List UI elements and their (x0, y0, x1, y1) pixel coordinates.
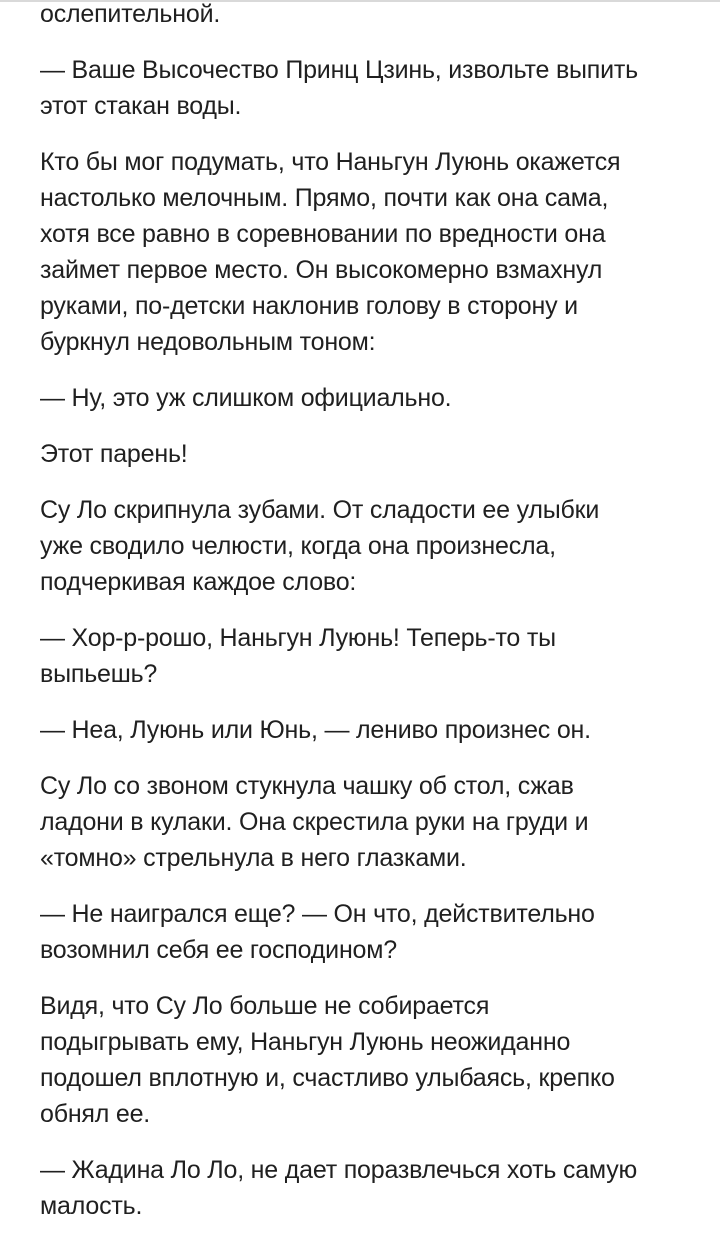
paragraph: — Ну, это уж слишком официально. (40, 384, 452, 412)
paragraph: ослепительной. (40, 0, 221, 28)
paragraph: Этот парень! (40, 440, 188, 468)
paragraph: — Хор-р-рошо, Наньгун Луюнь! Теперь-то ты выпьешь? (40, 624, 556, 688)
reader-text-area[interactable] (40, 0, 690, 1244)
paragraph: Су Ло скрипнула зубами. От сладости ее улыбки уже сводило челюсти, когда она произнесла, подчеркивая каждое слово: (40, 496, 600, 596)
paragraph: — Не наигрался еще? — Он что, действительно возомнил себя ее господином? (40, 900, 595, 964)
paragraph: Видя, что Су Ло больше не собирается подыгрывать ему, Наньгун Луюнь неожиданно подошел вплотную и, счастливо улыбаясь, крепко обнял ее. (40, 992, 615, 1128)
paragraph: Кто бы мог подумать, что Наньгун Луюнь окажется настолько мелочным. Прямо, почти как она сама, хотя все равно в соревновании по вредности она займет первое место. Он высокомерно взмахнул руками, по-детски наклонив голову в сторону и буркнул недовольным тоном: (40, 148, 621, 356)
paragraph: — Неа, Луюнь или Юнь, — лениво произнес он. (40, 716, 591, 744)
paragraph: Су Ло со звоном стукнула чашку об стол, сжав ладони в кулаки. Она скрестила руки на груди и «томно» стрельнула в него глазками. (40, 772, 589, 872)
paragraph: — Жадина Ло Ло, не дает поразвлечься хоть самую малость. (40, 1156, 638, 1220)
paragraph: — Ваше Высочество Принц Цзинь, извольте выпить этот стакан воды. (40, 56, 638, 120)
